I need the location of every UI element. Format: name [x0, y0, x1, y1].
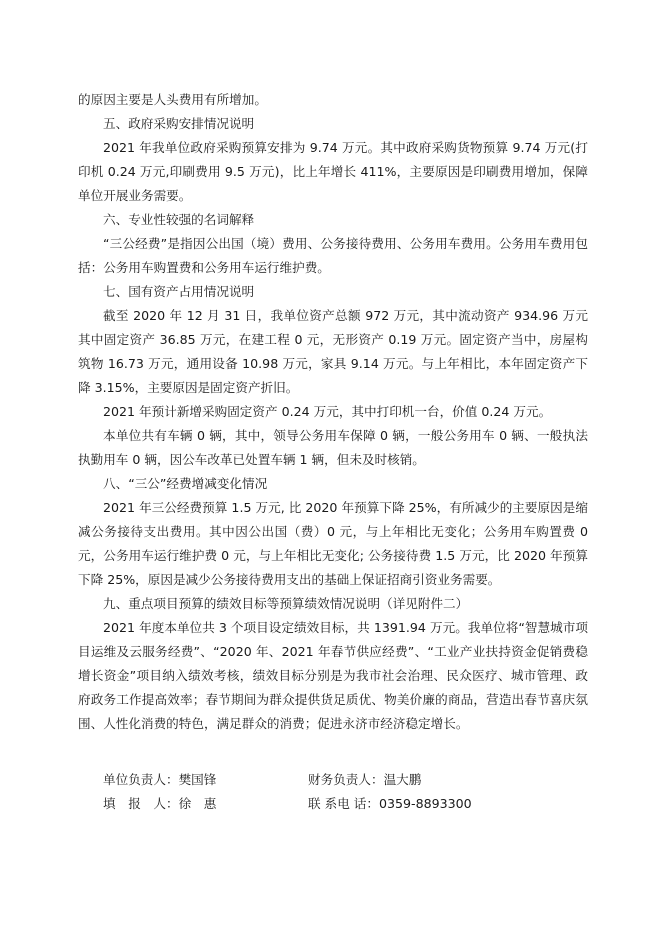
contact-phone: 联 系电 话：0359-8893300 — [308, 796, 472, 811]
section-heading-terms: 六、专业性较强的名词解释 — [103, 212, 255, 227]
paragraph-vehicles: 本单位共有车辆 0 辆，其中，领导公务用车保障 0 辆，一般公务用车 0 辆、一般执法执勤用车 0 辆，因公车改革已处置车辆 1 辆，但未及时核销。 — [78, 428, 588, 467]
filled-by: 填 报 人：徐 惠 — [103, 796, 217, 811]
paragraph-new-assets: 2021 年预计新增采购固定资产 0.24 万元，其中打印机一台，价值 0.24 万元。 — [103, 404, 552, 419]
signature-row-1 — [103, 768, 583, 792]
signature-row-2 — [103, 792, 583, 816]
signature-block — [103, 768, 583, 816]
section-heading-procurement: 五、政府采购安排情况说明 — [103, 116, 255, 131]
document-body — [78, 88, 588, 736]
paragraph-assets: 截至 2020 年 12 月 31 日，我单位资产总额 972 万元，其中流动资产 934.96 万元其中固定资产 36.85 万元，在建工程 0 元，无形资产 0.19 万元。固定资产当中，房屋构筑物 16.73 万元，通用设备 10.98 万元，家具 9.14 万元。与上年相比，本年固定资产下降 3.15%，主要原因是固定资产折旧。 — [78, 308, 588, 395]
paragraph-procurement: 2021 年我单位政府采购预算安排为 9.74 万元。其中政府采购货物预算 9.74 万元(打印机 0.24 万元,印刷费用 9.5 万元)，比上年增长 411%，主要原因是印刷费用增加，保障单位开展业务需要。 — [78, 140, 588, 203]
paragraph-continuation: 的原因主要是人头费用有所增加。 — [78, 92, 267, 107]
section-heading-three-public: 八、“三公”经费增减变化情况 — [103, 476, 268, 491]
paragraph-three-public: 2021 年三公经费预算 1.5 万元, 比 2020 年预算下降 25%，有所减少的主要原因是缩减公务接待支出费用。其中因公出国（费）0 元，与上年相比无变化；公务用车购置费 0 元，公务用车运行维护费 0 元，与上年相比无变化; 公务接待费 1.5 万元，比 2020 年预算下降 25%，原因是减少公务接待费用支出的基础上保证招商引资业务需要。 — [78, 500, 588, 587]
section-heading-assets: 七、国有资产占用情况说明 — [103, 284, 255, 299]
paragraph-performance: 2021 年度本单位共 3 个项目设定绩效目标，共 1391.94 万元。我单位将“智慧城市项目运维及云服务经费”、“2020 年、2021 年春节供应经费”、“工业产业扶持资金促销费稳增长资金”项目纳入绩效考核，绩效目标分别是为我市社会治理、民众医疗、城市管理、政府政务工作提高效率；春节期间为群众提供货足质优、物美价廉的商品，营造出春节喜庆氛围、人性化消费的特色，满足群众的消费；促进永济市经济稳定增长。 — [78, 620, 588, 731]
unit-head: 单位负责人：樊国锋 — [103, 772, 217, 787]
paragraph-terms: “三公经费”是指因公出国（境）费用、公务接待费用、公务用车费用。公务用车费用包括：公务用车购置费和公务用车运行维护费。 — [78, 236, 588, 275]
section-heading-performance: 九、重点项目预算的绩效目标等预算绩效情况说明（详见附件二） — [103, 596, 469, 611]
finance-head: 财务负责人：温大鹏 — [308, 772, 422, 787]
